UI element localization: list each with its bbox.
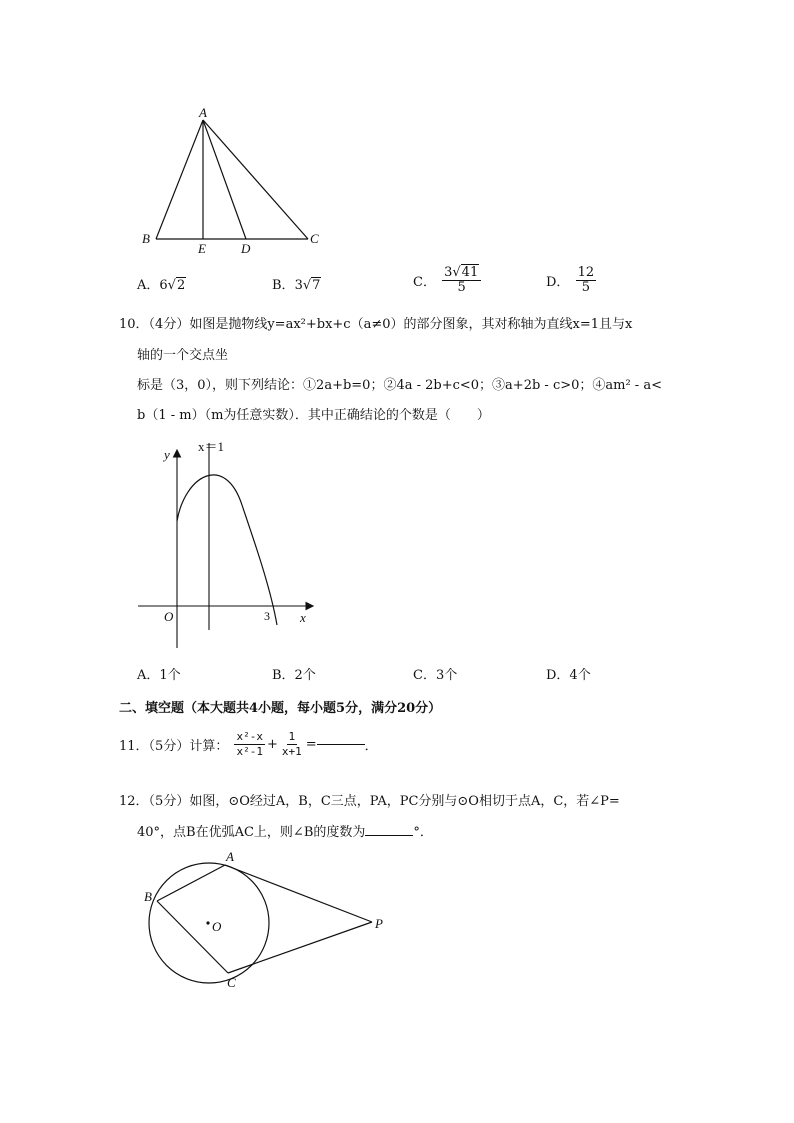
q10-line1: 10．（4分）如图是抛物线y=ax²+bx+c（a≠0）的部分图象，其对称轴为直线x=1且与x — [119, 317, 633, 332]
q10-line3: 标是（3，0），则下列结论：①2a+b=0；②4a - 2b+c<0；③a+2b - c>0；④am² - a< — [137, 378, 662, 393]
label-e: E — [198, 241, 206, 256]
circle-label-a: A — [226, 849, 234, 864]
section-heading: 二、填空题（本大题共4小题，每小题5分，满分20分） — [119, 701, 442, 716]
label-c: C — [310, 231, 319, 246]
circle-label-b: B — [144, 889, 152, 904]
circle-figure — [135, 845, 395, 995]
q12-line2: 40°，点B在优弧AC上，则∠B的度数为 °． — [137, 825, 433, 840]
q12-line1: 12．（5分）如图，⊙O经过A，B，C三点，PA，PC分别与⊙O相切于点A，C，若∠P= — [119, 794, 620, 809]
q9-option-b: B．3√7 — [272, 278, 321, 293]
label-b: B — [142, 231, 150, 246]
q10-line4: b（1 - m）（m为任意实数）．其中正确结论的个数是（ ） — [137, 408, 490, 423]
q10-option-b: B．2个 — [272, 668, 316, 683]
circle-label-p: P — [375, 916, 383, 931]
q10-option-a: A．1个 — [137, 668, 181, 683]
q10-option-c: C．3个 — [413, 668, 458, 683]
label-d: D — [241, 241, 251, 256]
axis-of-symmetry-label: x＝1 — [198, 439, 225, 454]
q10-option-d: D．4个 — [546, 668, 591, 683]
q11-line: 11．（5分）计算： $\frac{\text{x²-x}}{\text{x²-1}}$ + $\frac{1}{x+1}$ = ． — [119, 730, 378, 758]
circle-label-o: O — [212, 919, 222, 934]
triangle-figure — [130, 100, 340, 260]
circle-label-c: C — [227, 975, 236, 990]
origin-label: O — [164, 609, 174, 624]
three-label: 3 — [264, 609, 270, 623]
q9-option-a: A．6√2 — [137, 278, 186, 293]
x-axis-label: x — [300, 610, 306, 625]
label-a: A — [199, 105, 207, 120]
answer-blank[interactable] — [317, 744, 365, 745]
answer-blank[interactable] — [365, 835, 413, 836]
parabola-figure — [130, 435, 330, 655]
q9-option-c: C． $\frac{3√41}{5}$ — [413, 266, 483, 295]
y-axis-label: y — [164, 447, 170, 462]
q10-line2: 轴的一个交点坐 — [137, 348, 229, 363]
q9-option-d: D． $\frac{12}{5}$ — [546, 265, 595, 295]
